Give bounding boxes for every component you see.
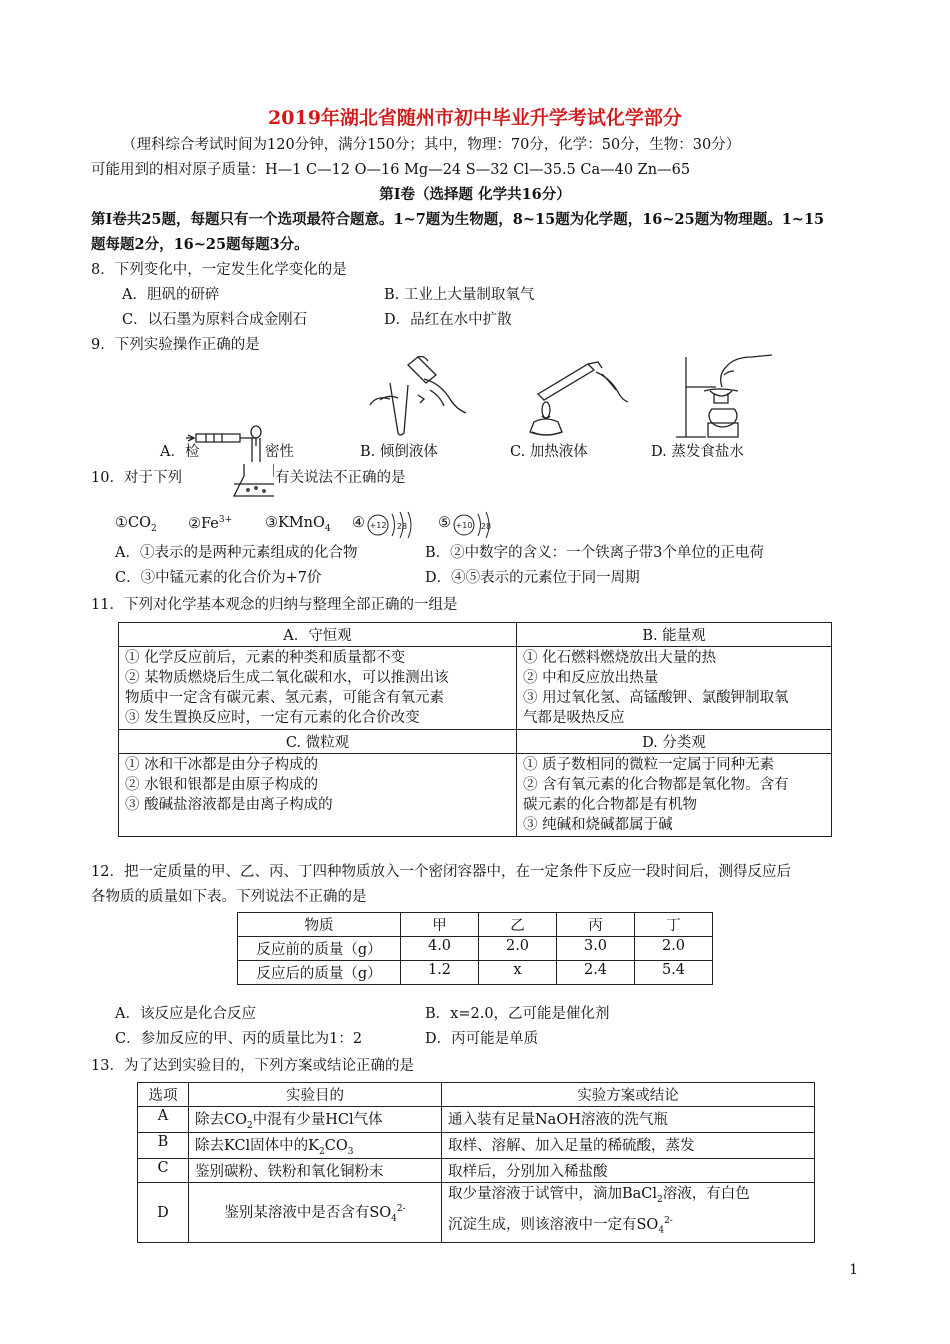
q10-item-2: $②Fe^{3+}$ (188, 515, 233, 532)
atom-mg-nucleus: +12 (369, 521, 387, 530)
q13-goal: 鉴别碳粉、铁粉和氧化铜粉末 (189, 1158, 442, 1182)
q13-plan: 通入装有足量NaOH溶液的洗气瓶 (442, 1107, 815, 1133)
exam-info: （理科综合考试时间为120分钟，满分150分；其中，物理：70分，化学：50分，生物：30分） (122, 137, 741, 153)
q10-option-c: C．③中锰元素的化合价为+7价 (115, 570, 322, 586)
q10-item-1: $①CO_2$ (115, 515, 157, 534)
heating-liquid-illustration (518, 360, 628, 440)
table-row (138, 1182, 815, 1243)
q12-option-a: A．该反应是化合反应 (115, 1006, 256, 1022)
section-desc-2: 题每题2分，16~25题每题3分。 (91, 236, 309, 253)
q12-header: 乙 (479, 913, 557, 937)
q12-header: 丙 (557, 913, 635, 937)
atom-ne-nucleus: +10 (455, 521, 473, 530)
q13-option: B (138, 1132, 189, 1158)
q12-cell: 2.0 (479, 937, 557, 961)
q11-head-d: D. 分类观 (517, 730, 832, 754)
q12-cell: 3.0 (557, 937, 635, 961)
q12-cell: 反应前的质量（g） (238, 937, 401, 961)
q13-header: 实验方案或结论 (442, 1083, 815, 1107)
q13-plan: 取少量溶液于试管中，滴加BaCl$_2$溶液，有白色 沉淀生成，则该溶液中一定有$SO_4^{2-}$ (442, 1182, 815, 1243)
q8-option-b: B. 工业上大量制取氧气 (384, 287, 535, 303)
q12-table (237, 912, 713, 985)
atom-mg-shells: 28 (396, 522, 408, 531)
q10-item-3: ③KMnO$_4$ (265, 515, 331, 534)
atom-diagram-ne (452, 510, 502, 540)
q13-option: D (138, 1182, 189, 1243)
page-number: 1 (849, 1262, 858, 1278)
q10-option-a: A．①表示的是两种元素组成的化合物 (115, 545, 358, 561)
q12-header: 甲 (401, 913, 479, 937)
q12-cell: 2.4 (557, 961, 635, 985)
q10-item-5: ⑤ (438, 515, 451, 531)
q8-option-d: D．品红在水中扩散 (384, 312, 512, 328)
q11-cell-c: ① 冰和干冰都是由分子构成的 ② 水银和银都是由原子构成的 ③ 酸碱盐溶液都是由离子构成的 (119, 754, 517, 837)
pouring-liquid-illustration (360, 355, 470, 437)
q10-item-4: ④ (352, 515, 365, 531)
q12-header: 物质 (238, 913, 401, 937)
q13-goal: 鉴别某溶液中是否含有$SO_4^{2-}$ (189, 1182, 442, 1243)
q12-stem-1: 12．把一定质量的甲、乙、丙、丁四种物质放入一个密闭容器中，在一定条件下反应一段时间后，测得反应后 (91, 864, 791, 880)
atomic-mass: 可能用到的相对原子质量：H—1 C—12 O—16 Mg—24 S—32 Cl—35.5 Ca—40 Zn—65 (91, 162, 691, 178)
table-row (238, 961, 713, 985)
q13-stem: 13．为了达到实验目的，下列方案或结论正确的是 (91, 1058, 414, 1074)
q13-header: 实验目的 (189, 1083, 442, 1107)
evaporating-illustration (668, 353, 778, 441)
q12-header: 丁 (635, 913, 713, 937)
q9-option-a-pre: A．检 (160, 444, 200, 460)
table-row (138, 1107, 815, 1133)
page-title: 2019年湖北省随州市初中毕业升学考试化学部分 (268, 107, 682, 129)
table-row (238, 937, 713, 961)
q13-table (137, 1082, 815, 1243)
q13-option: C (138, 1158, 189, 1182)
q11-cell-b: ① 化石燃料燃烧放出大量的热 ② 中和反应放出热量 ③ 用过氧化氢、高锰酸钾、氯酸钾制取氧 气都是吸热反应 (517, 647, 832, 730)
q12-stem-2: 各物质的质量如下表。下列说法不正确的是 (91, 889, 367, 905)
q13-goal: 除去KCl固体中的$K_2CO_3$ (189, 1132, 442, 1158)
gas-tightness-illustration (184, 424, 274, 500)
q12-cell: 1.2 (401, 961, 479, 985)
q12-cell: x (479, 961, 557, 985)
table-row (138, 1158, 815, 1182)
q12-option-c: C．参加反应的甲、丙的质量比为1：2 (115, 1031, 363, 1047)
q12-cell: 反应后的质量（g） (238, 961, 401, 985)
q10-stem-post: 有关说法不正确的是 (275, 470, 406, 486)
q8-option-c: C．以石墨为原料合成金刚石 (122, 312, 308, 328)
q10-option-b: B．②中数字的含义：一个铁离子带3个单位的正电荷 (425, 545, 764, 561)
section-desc-1: 第Ⅰ卷共25题，每题只有一个选项最符合题意。1~7题为生物题，8~15题为化学题，16~25题为物理题。1~15 (91, 211, 825, 228)
q11-head-c: C. 微粒观 (119, 730, 517, 754)
q12-cell: 5.4 (635, 961, 713, 985)
q9-option-c: C. 加热液体 (510, 444, 588, 460)
q13-plan: 取样、溶解、加入足量的稀硫酸，蒸发 (442, 1132, 815, 1158)
q10-stem-pre: 10．对于下列 (91, 470, 182, 486)
q8-stem: 8．下列变化中，一定发生化学变化的是 (91, 262, 347, 278)
q13-option: A (138, 1107, 189, 1133)
q11-cell-d: ① 质子数相同的微粒一定属于同种无素 ② 含有氧元素的化合物都是氧化物。含有 碳元素的化合物都是有机物 ③ 纯碱和烧碱都属于碱 (517, 754, 832, 837)
q9-option-d: D. 蒸发食盐水 (651, 444, 744, 460)
q9-stem: 9．下列实验操作正确的是 (91, 337, 260, 353)
q10-option-d: D．④⑤表示的元素位于同一周期 (425, 570, 640, 586)
q13-goal: 除去$CO_2$中混有少量HCl气体 (189, 1107, 442, 1133)
q12-cell: 2.0 (635, 937, 713, 961)
q12-option-b: B．x=2.0，乙可能是催化剂 (425, 1006, 610, 1022)
q12-cell: 4.0 (401, 937, 479, 961)
q11-head-b: B. 能量观 (517, 623, 832, 647)
atom-ne-shells: 28 (480, 522, 492, 531)
q9-option-b: B. 倾倒液体 (360, 444, 438, 460)
section-title: 第Ⅰ卷（选择题 化学共16分） (379, 186, 571, 203)
q12-option-d: D．丙可能是单质 (425, 1031, 539, 1047)
q11-head-a: A．守恒观 (119, 623, 517, 647)
q9-option-a-post: 密性 (265, 444, 294, 460)
q8-option-a: A．胆矾的研碎 (122, 287, 220, 303)
q11-stem: 11．下列对化学基本观念的归纳与整理全部正确的一组是 (91, 597, 458, 613)
q13-header: 选项 (138, 1083, 189, 1107)
q11-table (118, 622, 832, 837)
q13-plan: 取样后，分别加入稀盐酸 (442, 1158, 815, 1182)
table-row (138, 1132, 815, 1158)
atom-diagram-mg (366, 510, 416, 540)
q11-cell-a: ① 化学反应前后，元素的种类和质量都不变 ② 某物质燃烧后生成二氧化碳和水，可以推测出该 物质中一定含有碳元素、氢元素，可能含有氧元素 ③ 发生置换反应时，一定有元素的化合价改变 (119, 647, 517, 730)
